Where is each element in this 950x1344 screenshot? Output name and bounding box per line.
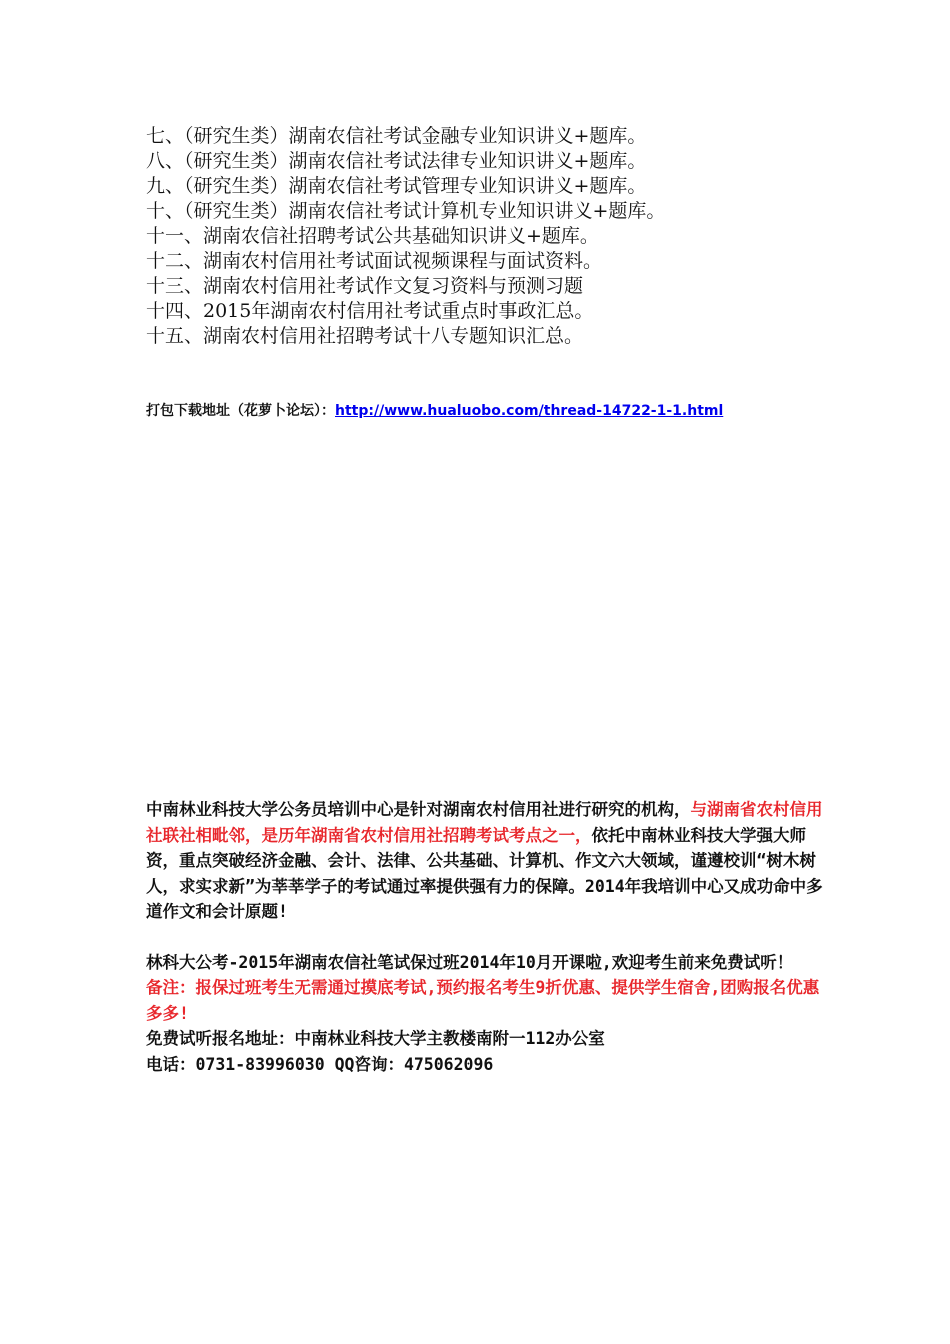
- materials-list: [146, 124, 665, 349]
- paragraph-spacer: [146, 925, 826, 950]
- list-item: 十一、湖南农信社招聘考试公共基础知识讲义+题库。: [146, 225, 599, 247]
- list-item: 十二、湖南农村信用社考试面试视频课程与面试资料。: [146, 250, 603, 272]
- address-text: 免费试听报名地址：中南林业科技大学主教楼南附一112办公室: [146, 1029, 605, 1048]
- download-line: [146, 400, 723, 422]
- list-item: 十四、2015年湖南农村信用社考试重点时事政汇总。: [146, 300, 594, 322]
- promo-intro: [146, 797, 826, 925]
- download-label: 打包下载地址（花萝卜论坛）：: [146, 403, 335, 419]
- promo-section: [146, 797, 826, 1077]
- list-item: 十三、湖南农村信用社考试作文复习资料与预测习题: [146, 275, 584, 297]
- list-item: 七、（研究生类）湖南农信社考试金融专业知识讲义+题库。: [146, 125, 647, 147]
- promo-intro-rest: 依托中南林业科技大学强大师资，重点突破经济金融、会计、法律、公共基础、计算机、作文六大领域，谨遵校训“树木树人，求实求新”为莘莘学子的考试通过率提供强有力的保障。2014年我培训中心又成功命中多道作文和会计原题!: [146, 825, 823, 921]
- remark-text: 备注：报保过班考生无需通过摸底考试,预约报名考生9折优惠、提供学生宿舍,团购报名优惠多多!: [146, 978, 820, 1023]
- contact-text: 电话：0731-83996030 QQ咨询：475062096: [146, 1054, 494, 1074]
- list-item: 十、（研究生类）湖南农信社考试计算机专业知识讲义+题库。: [146, 200, 666, 222]
- promo-intro-highlight: 与湖南省农村信用社联社相毗邻，是历年湖南省农村信用社招聘考试考点之一，: [146, 800, 823, 845]
- list-item: 八、（研究生类）湖南农信社考试法律专业知识讲义+题库。: [146, 150, 647, 172]
- download-link[interactable]: http://www.hualuobo.com/thread-14722-1-1.html: [335, 403, 724, 419]
- list-item: 十五、湖南农村信用社招聘考试十八专题知识汇总。: [146, 325, 584, 347]
- class-notice: 林科大公考-2015年湖南农信社笔试保过班2014年10月开课啦,欢迎考生前来免费试听！: [146, 952, 794, 972]
- promo-intro-text: 中南林业科技大学公务员培训中心是针对湖南农村信用社进行研究的机构，: [146, 800, 691, 819]
- list-item: 九、（研究生类）湖南农信社考试管理专业知识讲义+题库。: [146, 175, 647, 197]
